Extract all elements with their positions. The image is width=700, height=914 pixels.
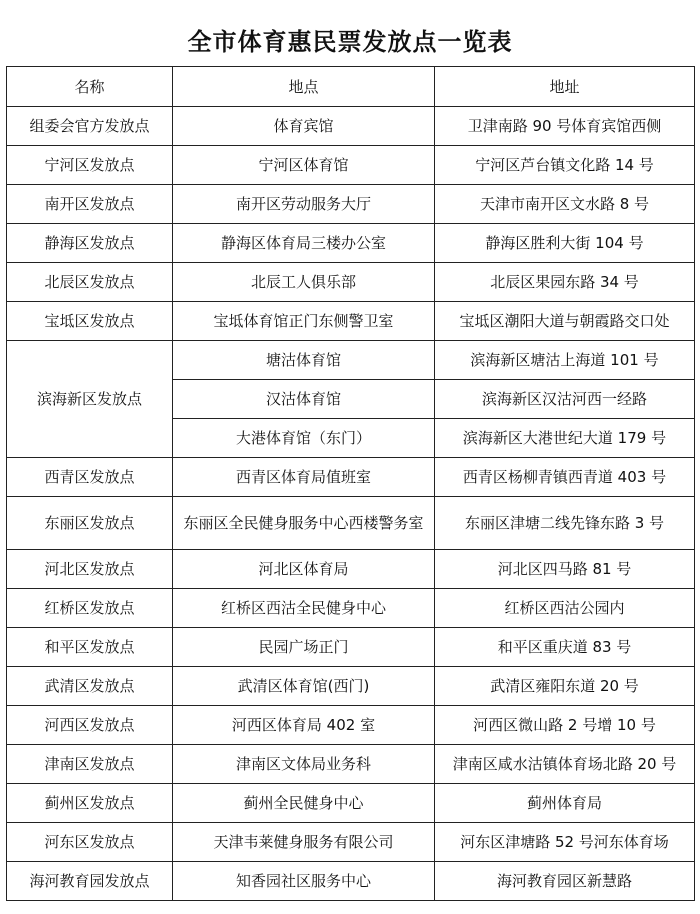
cell-name: 河西区发放点 (7, 706, 173, 745)
cell-address: 宁河区芦台镇文化路 14 号 (435, 146, 695, 185)
table-row (7, 497, 695, 550)
cell-place: 武清区体育馆(西门) (173, 667, 435, 706)
header-address: 地址 (435, 67, 695, 107)
table-row (7, 823, 695, 862)
cell-place: 宁河区体育馆 (173, 146, 435, 185)
table-row (7, 862, 695, 901)
cell-address: 武清区雍阳东道 20 号 (435, 667, 695, 706)
cell-place: 东丽区全民健身服务中心西楼警务室 (173, 497, 435, 550)
table-row (7, 146, 695, 185)
cell-name: 武清区发放点 (7, 667, 173, 706)
cell-place: 河西区体育局 402 室 (173, 706, 435, 745)
cell-address: 红桥区西沽公园内 (435, 589, 695, 628)
cell-address: 津南区咸水沽镇体育场北路 20 号 (435, 745, 695, 784)
table-header-row (7, 67, 695, 107)
cell-name: 组委会官方发放点 (7, 107, 173, 146)
cell-address: 河北区四马路 81 号 (435, 550, 695, 589)
cell-place: 宝坻体育馆正门东侧警卫室 (173, 302, 435, 341)
cell-place: 静海区体育局三楼办公室 (173, 224, 435, 263)
page-title: 全市体育惠民票发放点一览表 (187, 28, 513, 56)
cell-address: 宝坻区潮阳大道与朝霞路交口处 (435, 302, 695, 341)
cell-place: 蓟州全民健身中心 (173, 784, 435, 823)
cell-address: 海河教育园区新慧路 (435, 862, 695, 901)
cell-address: 东丽区津塘二线先锋东路 3 号 (435, 497, 695, 550)
distribution-points-table (6, 66, 695, 901)
cell-address: 滨海新区大港世纪大道 179 号 (435, 419, 695, 458)
cell-name: 东丽区发放点 (7, 497, 173, 550)
cell-name: 西青区发放点 (7, 458, 173, 497)
cell-name: 宁河区发放点 (7, 146, 173, 185)
table-row (7, 185, 695, 224)
table-row (7, 458, 695, 497)
cell-address: 滨海新区汉沽河西一经路 (435, 380, 695, 419)
cell-address: 和平区重庆道 83 号 (435, 628, 695, 667)
cell-name: 海河教育园发放点 (7, 862, 173, 901)
cell-name: 南开区发放点 (7, 185, 173, 224)
cell-address: 西青区杨柳青镇西青道 403 号 (435, 458, 695, 497)
cell-place: 大港体育馆（东门） (173, 419, 435, 458)
cell-place: 天津韦莱健身服务有限公司 (173, 823, 435, 862)
table-row (7, 263, 695, 302)
cell-name: 宝坻区发放点 (7, 302, 173, 341)
table-row (7, 589, 695, 628)
table-row (7, 706, 695, 745)
cell-place: 民园广场正门 (173, 628, 435, 667)
cell-address: 河西区微山路 2 号增 10 号 (435, 706, 695, 745)
cell-name: 北辰区发放点 (7, 263, 173, 302)
cell-place: 塘沽体育馆 (173, 341, 435, 380)
cell-place: 河北区体育局 (173, 550, 435, 589)
table-row (7, 107, 695, 146)
table-row (7, 224, 695, 263)
cell-address: 河东区津塘路 52 号河东体育场 (435, 823, 695, 862)
header-place: 地点 (173, 67, 435, 107)
table-row (7, 550, 695, 589)
table-row (7, 628, 695, 667)
cell-name: 红桥区发放点 (7, 589, 173, 628)
cell-place: 汉沽体育馆 (173, 380, 435, 419)
cell-address: 天津市南开区文水路 8 号 (435, 185, 695, 224)
cell-name: 静海区发放点 (7, 224, 173, 263)
cell-place: 知香园社区服务中心 (173, 862, 435, 901)
cell-name: 和平区发放点 (7, 628, 173, 667)
header-name: 名称 (7, 67, 173, 107)
cell-address: 蓟州体育局 (435, 784, 695, 823)
cell-name: 蓟州区发放点 (7, 784, 173, 823)
cell-name: 河东区发放点 (7, 823, 173, 862)
cell-address: 静海区胜利大街 104 号 (435, 224, 695, 263)
cell-place: 北辰工人俱乐部 (173, 263, 435, 302)
cell-name: 滨海新区发放点 (7, 341, 173, 458)
cell-address: 北辰区果园东路 34 号 (435, 263, 695, 302)
cell-address: 卫津南路 90 号体育宾馆西侧 (435, 107, 695, 146)
table-row (7, 302, 695, 341)
table-row (7, 745, 695, 784)
cell-place: 体育宾馆 (173, 107, 435, 146)
table-row (7, 341, 695, 380)
cell-place: 红桥区西沽全民健身中心 (173, 589, 435, 628)
cell-place: 津南区文体局业务科 (173, 745, 435, 784)
cell-name: 河北区发放点 (7, 550, 173, 589)
cell-place: 西青区体育局值班室 (173, 458, 435, 497)
cell-place: 南开区劳动服务大厅 (173, 185, 435, 224)
cell-name: 津南区发放点 (7, 745, 173, 784)
table-row (7, 784, 695, 823)
cell-address: 滨海新区塘沽上海道 101 号 (435, 341, 695, 380)
table-row (7, 667, 695, 706)
